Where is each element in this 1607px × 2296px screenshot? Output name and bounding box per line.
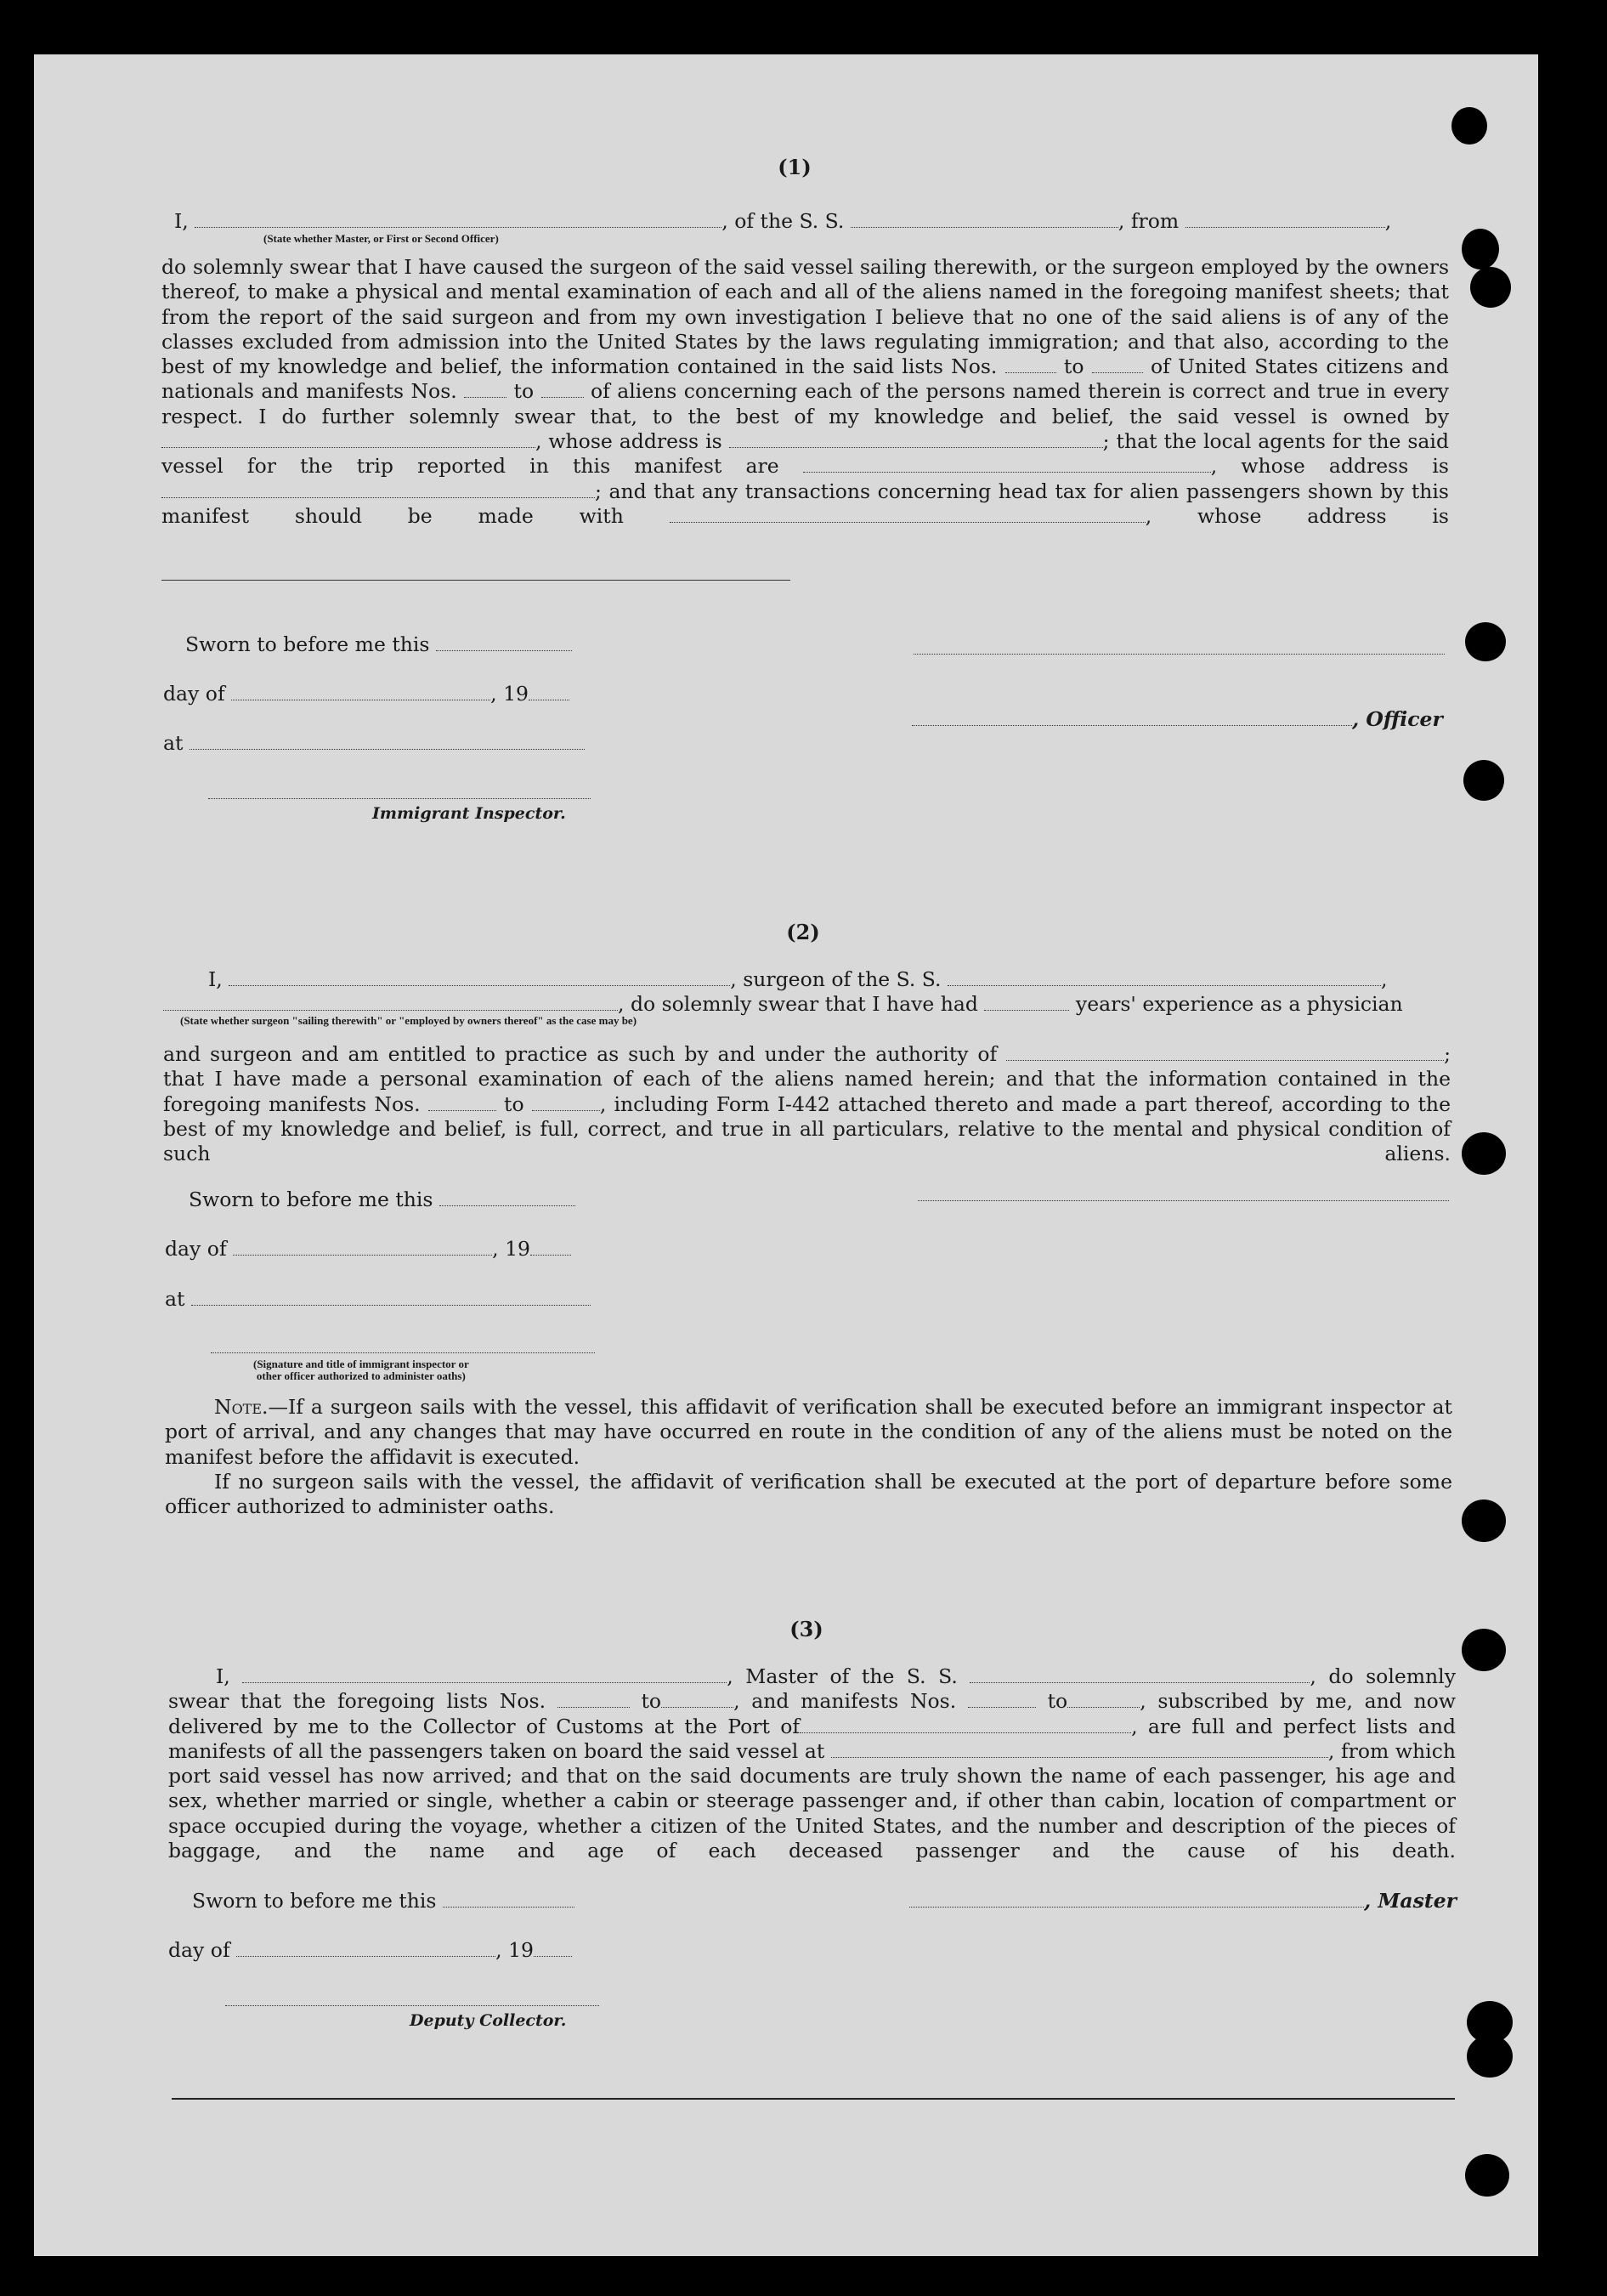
punch-hole-6: [1462, 1132, 1506, 1175]
section-2-number: (2): [786, 920, 820, 944]
master-manifests-to-field[interactable]: [1067, 1692, 1140, 1709]
section-3-master: , Master: [909, 1889, 1457, 1913]
manifests-to-field[interactable]: [541, 382, 584, 399]
punch-hole-8: [1462, 1629, 1506, 1671]
section-1-body: do solemnly swear that I have caused the surgeon of the said vessel sailing therewith, or the surgeon employed by the owners thereof, to make a physical and mental examination of each and all of the aliens named in the foregoing manifest sheets; that from the report of the said surgeon and from my own investigation I believe that no one of the said aliens is of any of the classes excluded from admission into the United States by the laws regulating immigration; and that also, according to the best of my knowledge and belief, the information contained in the said lists Nos. to of United States citizens and nationals and manifests Nos. to of aliens concerning each of the persons named therein is correct and true in every respect. I do further solemnly swear that, to the best of my knowledge and belief, the said vessel is owned by , whose address is ; that the local agents for the said vessel for the trip reported in this manifest are , whose address is ; and that any transactions concerning head tax for alien passengers shown by this manifest should be made with , whose address is: [161, 255, 1449, 528]
immigrant-inspector-label: Immigrant Inspector.: [372, 804, 566, 823]
master-sign-field[interactable]: [909, 1891, 1364, 1908]
document-sheet: [34, 54, 1538, 2256]
surgeon-sig-line[interactable]: [918, 1189, 1449, 1201]
punch-hole-7: [1462, 1499, 1506, 1542]
day-of-field-2[interactable]: [233, 1239, 492, 1256]
section-2-body: and surgeon and am entitled to practice as such by and under the authority of ; that I have made a personal examination of each of the aliens named herein; and that the information contained in the foregoing manifests Nos. to , including Form I-442 attached thereto and made a part thereof, according to the best of my knowledge and belief, is full, correct, and true in all particulars, relative to the mental and physical condition of such aliens.: [163, 1042, 1451, 1166]
sworn-date-field-1[interactable]: [436, 634, 572, 651]
inspector-sig-line[interactable]: [208, 787, 591, 799]
section-1-number: (1): [778, 155, 812, 179]
surgeon-vessel-field[interactable]: [948, 969, 1381, 986]
day-of-field-1[interactable]: [231, 683, 490, 700]
section-1-sworn: Sworn to before me this: [185, 632, 572, 656]
section-2-sworn: Sworn to before me this: [189, 1188, 575, 1211]
master-lists-from-field[interactable]: [557, 1692, 630, 1709]
surgeon-name-field[interactable]: [229, 969, 730, 986]
surgeon-role-field[interactable]: [163, 994, 618, 1011]
year-field-3[interactable]: [534, 1940, 572, 1957]
agents-address-field[interactable]: [161, 481, 595, 498]
from-port-field[interactable]: [1185, 211, 1385, 228]
sworn-date-field-3[interactable]: [443, 1891, 574, 1908]
section-1-at: at: [163, 731, 585, 755]
section-1-officer: , Officer: [912, 707, 1443, 731]
punch-hole-4: [1465, 622, 1506, 661]
day-of-field-3[interactable]: [236, 1940, 495, 1957]
vessel-name-field[interactable]: [851, 211, 1118, 228]
punch-hole-5: [1463, 760, 1504, 801]
punch-hole-3: [1470, 267, 1511, 308]
punch-hole-2: [1462, 229, 1499, 269]
section-3-number: (3): [789, 1617, 823, 1641]
section-2-line-1: I, , surgeon of the S. S. ,: [208, 967, 1388, 991]
inspector-sig-line-2[interactable]: [211, 1341, 595, 1353]
section-3-day-of: day of , 19: [168, 1938, 572, 1962]
lists-from-field[interactable]: [1005, 356, 1056, 373]
master-name-field[interactable]: [242, 1666, 727, 1683]
surgeon-manifests-from-field[interactable]: [428, 1094, 496, 1111]
local-agents-field[interactable]: [803, 456, 1211, 473]
section-2-role-note: (State whether surgeon "sailing therewith" or "employed by owners thereof" as the case may be): [180, 1014, 637, 1027]
master-lists-to-field[interactable]: [661, 1692, 733, 1709]
owner-address-field[interactable]: [729, 431, 1103, 448]
head-tax-address-field[interactable]: [161, 580, 790, 581]
year-field-1[interactable]: [529, 683, 569, 700]
punch-hole-1: [1451, 107, 1487, 145]
authority-field[interactable]: [1006, 1044, 1444, 1061]
section-1-rank-note: (State whether Master, or First or Second Officer): [263, 232, 499, 245]
section-2-at: at: [165, 1287, 591, 1311]
port-field[interactable]: [800, 1716, 1131, 1733]
section-1-line-1: I, , of the S. S. , from ,: [174, 209, 1392, 233]
section-1-day-of: day of , 19: [163, 682, 569, 706]
surgeon-manifests-to-field[interactable]: [532, 1094, 600, 1111]
master-vessel-field[interactable]: [970, 1666, 1310, 1683]
section-3-body: I, , Master of the S. S. , do solemnly swear that the foregoing lists Nos. to , and manifests Nos. to , subscribed by me, and now delivered by me to the Collector of Customs at the Port of , are full and perfect lists and manifests of all the passengers taken on board the said vessel at , from which port said vessel has now arrived; and that on the said documents are truly shown the name of each passenger, his age and sex, whether married or single, whether a cabin or steerage passenger and, if other than cabin, location of compartment or space occupied during the voyage, whether a citizen of the United States, and the number and description of the pieces of baggage, and the name and age of each deceased passenger and the cause of his death.: [168, 1664, 1456, 1863]
officer-rank-field[interactable]: [195, 211, 721, 228]
boarding-port-field[interactable]: [831, 1741, 1328, 1758]
at-place-field-1[interactable]: [190, 733, 585, 750]
collector-sig-line[interactable]: [225, 1994, 599, 2006]
deputy-collector-label: Deputy Collector.: [410, 2011, 567, 2030]
head-tax-contact-field[interactable]: [670, 506, 1146, 523]
lists-to-field[interactable]: [1092, 356, 1143, 373]
owner-field[interactable]: [161, 431, 535, 448]
section-2-day-of: day of , 19: [165, 1237, 571, 1261]
signature-title-note: (Signature and title of immigrant inspector or other officer authorized to administer oaths): [253, 1358, 469, 1382]
punch-hole-11: [1465, 2154, 1509, 2197]
years-experience-field[interactable]: [984, 994, 1069, 1011]
year-field-2[interactable]: [530, 1239, 571, 1256]
bottom-rule: [172, 2098, 1455, 2100]
section-3-sworn: Sworn to before me this: [192, 1889, 574, 1913]
manifests-from-field[interactable]: [464, 382, 506, 399]
punch-hole-10: [1467, 2035, 1513, 2078]
sworn-date-field-2[interactable]: [439, 1189, 575, 1206]
master-manifests-from-field[interactable]: [968, 1692, 1036, 1709]
surgeon-note: Note.—If a surgeon sails with the vessel, this affidavit of verification shall be executed before an immigrant inspector at port of arrival, and any changes that may have occurred en route in the condition of any of the aliens must be noted on the manifest before the affidavit is executed. If no surgeon sails with the vessel, the affidavit of verification shall be executed at the port of departure before some officer authorized to administer oaths.: [165, 1395, 1452, 1519]
section-2-line-2: , do solemnly swear that I have had years' experience as a physician: [163, 992, 1403, 1016]
section-1-officer-sig-line[interactable]: [914, 636, 1445, 660]
officer-sign-field[interactable]: [912, 709, 1352, 726]
at-place-field-2[interactable]: [191, 1289, 591, 1306]
